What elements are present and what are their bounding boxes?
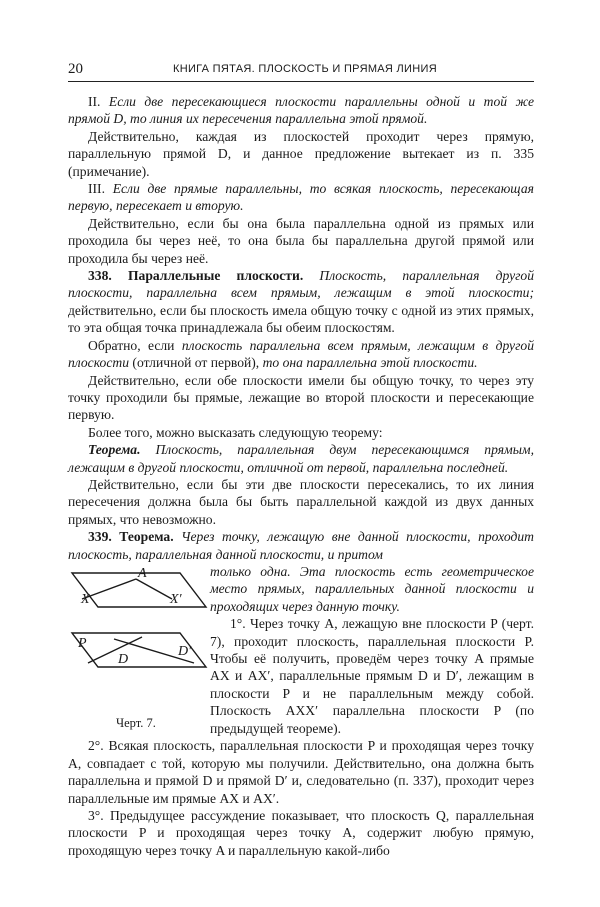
theorem-paragraph	[68, 441, 534, 476]
section-338	[68, 267, 534, 337]
section-338-proof: действительно, если бы плоскость имела общую точку с одной из этих прямых, то эта общая точка принадлежала бы обеим плоскостям.	[68, 302, 534, 336]
label-p: P	[78, 635, 87, 651]
theorem-label: Теорема.	[88, 442, 141, 458]
label-x-prime: X′	[170, 591, 182, 607]
line-d	[88, 637, 142, 663]
converse-paragraph: Обратно, если плоскость параллельна всем прямым, лежащим в другой плоскости (отличной от первой), то она параллельна этой плоскости.	[68, 337, 534, 371]
theorem-text: Плоскость, параллельная двум пересекающимся прямым, лежащим в другой плоскости, отличной от первой, параллельна последней.	[68, 442, 534, 475]
section-339-title: 339. Теорема.	[88, 529, 174, 545]
figure-text-column	[210, 563, 534, 737]
statement-ii: Если две пересекающиеся плоскости параллельны одной и той же прямой D, то линия их пересечения параллельна этой прямой.	[68, 94, 535, 127]
section-339-text: Через точку, лежащую вне данной плоскости, проходит плоскость, параллельная данной плоскости, и притом	[68, 529, 534, 562]
point-3: 3°. Предыдущее рассуждение показывает, что плоскость Q, параллельная плоскости P и проходящая через точку A, содержит любую прямую, проходящую через точку A и параллельную какой-либо	[68, 808, 534, 858]
label-x: X	[81, 591, 90, 607]
proof-iii: Действительно, если бы она была параллельна одной из прямых или проходила бы через неё, то она была бы параллельна другой прямой или проходила бы через неё.	[68, 215, 534, 266]
running-title: КНИГА ПЯТАЯ. ПЛОСКОСТЬ И ПРЯМАЯ ЛИНИЯ	[173, 63, 437, 75]
figure-7-drawing	[68, 563, 210, 733]
figure-7	[68, 563, 210, 737]
proof-ii: Действительно, каждая из плоскостей проходит через прямую, параллельную прямой D, и данное предложение вытекает из п. 335 (примечание).	[68, 128, 534, 179]
page-header	[68, 61, 534, 82]
section-338-title: 338. Параллельные плоскости.	[88, 268, 304, 284]
label-d-prime: D′	[178, 643, 192, 659]
converse-proof: Действительно, если обе плоскости имели бы общую точку, то через эту точку проходили бы прямые, лежащие во второй плоскости и пересекающие первую.	[68, 372, 534, 423]
figure-caption: Черт. 7.	[116, 715, 156, 730]
label-d: D	[118, 651, 129, 667]
point-1: 1°. Через точку A, лежащую вне плоскости P (черт. 7), проходит плоскость, параллельная плоскости P. Чтобы её получить, проведём через точку A прямые AX и AX′, параллельные прямым D и D′, лежащим в плоскости P и не параллельным между собой. Плоскость AXX′ параллельна плоскости P (по предыдущей теореме).	[210, 616, 534, 736]
line-ax	[82, 579, 136, 599]
section-339	[68, 528, 534, 563]
section-339-text-cont: только одна. Эта плоскость есть геометрическое место прямых, параллельных данной плоскости и проходящих через данную точку.	[210, 563, 534, 614]
paragraph-iii: III. Если две прямые параллельны, то всякая плоскость, пересекающая первую, пересекает и вторую.	[68, 181, 534, 214]
more-text: Более того, можно высказать следующую теорему:	[88, 424, 383, 440]
theorem-proof: Действительно, если бы эти две плоскости пересекались, то их линия пересечения должна была бы быть параллельной каждой из двух данных прямых, что невозможно.	[68, 476, 534, 527]
point-2: 2°. Всякая плоскость, параллельная плоскости P и проходящая через точку A, совпадает с той, которую мы получили. Действительно, она должна быть параллельна и прямой D и прямой D′ и, следовательно (п. 337), проходит через параллельные им прямые AX и AX′.	[68, 738, 534, 806]
page-number: 20	[68, 61, 83, 77]
line-ax-prime	[136, 579, 172, 599]
section-338-statement: Плоскость, параллельная другой плоскости, параллельна всем прямым, лежащим в этой плоскости;	[68, 268, 534, 301]
paragraph-ii: II. Если две пересекающиеся плоскости параллельны одной и той же прямой D, то линия их пересечения параллельна этой прямой.	[68, 94, 535, 127]
label-a: A	[138, 565, 147, 581]
figure-block	[68, 563, 534, 737]
statement-iii: Если две прямые параллельны, то всякая плоскость, пересекающая первую, пересекает и вторую.	[68, 181, 534, 214]
page-content	[68, 93, 534, 859]
